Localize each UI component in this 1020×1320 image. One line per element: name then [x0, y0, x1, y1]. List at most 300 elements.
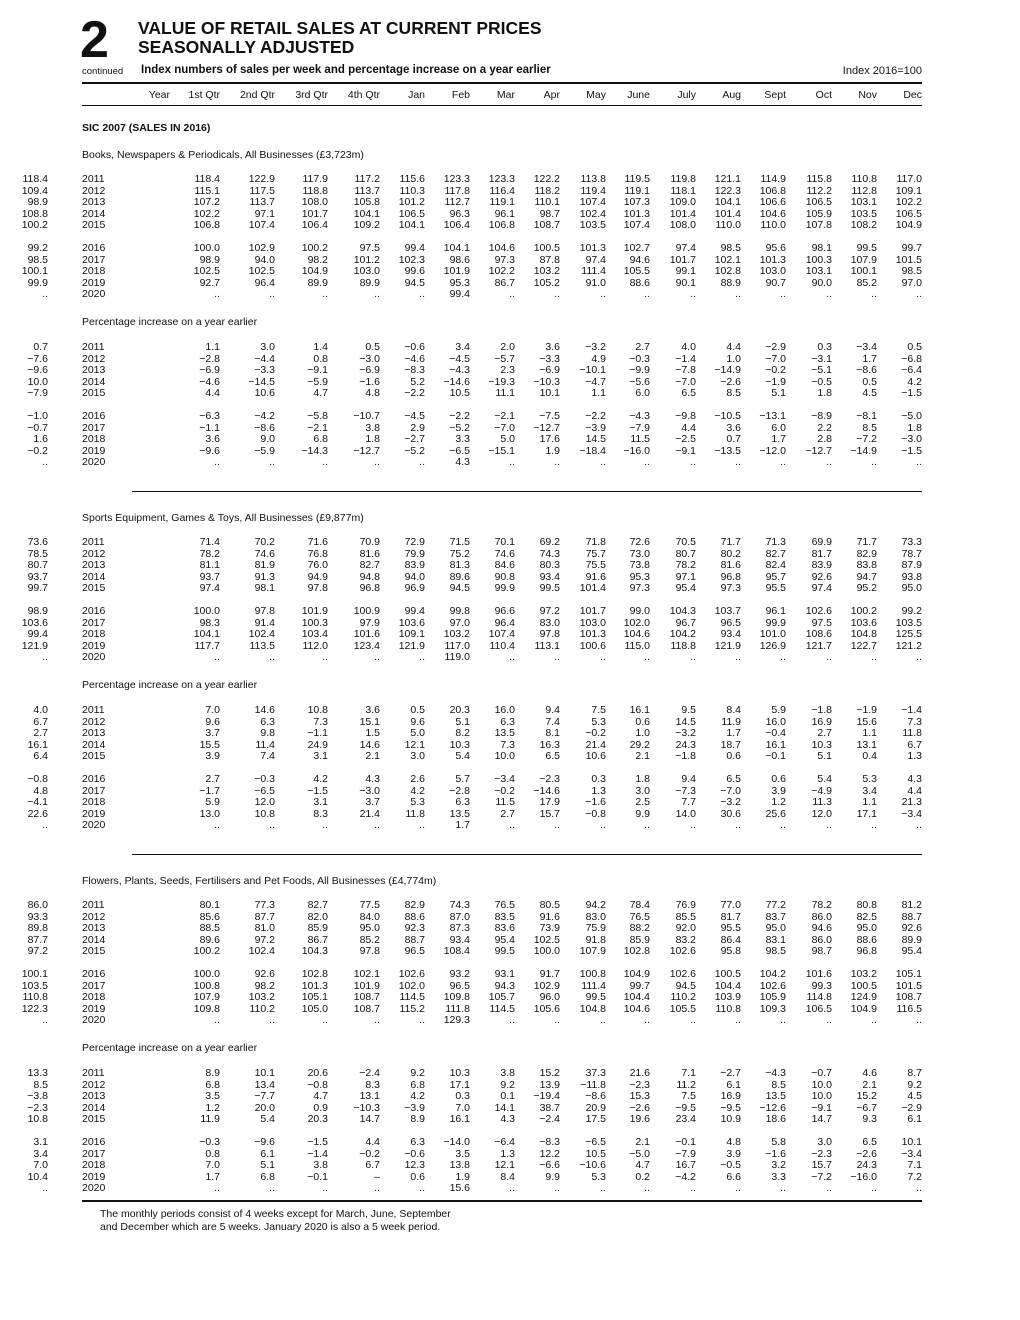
- table-cell: 99.7: [27, 582, 48, 595]
- table-cell: −6.5: [449, 444, 470, 457]
- table-cell: 91.4: [254, 616, 275, 629]
- table-cell: 10.3: [449, 738, 470, 751]
- table-cell: 77.0: [720, 899, 741, 911]
- table-cell: 11.8: [902, 727, 922, 740]
- table-cell: −1.4: [307, 1147, 328, 1160]
- table-cell: 118.2: [534, 184, 560, 197]
- table-cell: 1.5: [365, 727, 380, 740]
- table-cell: 102.5: [533, 933, 560, 946]
- table-cell: ..: [735, 1182, 741, 1195]
- table-cell: 0.2: [635, 1170, 650, 1183]
- table-cell: 4.8: [365, 387, 380, 400]
- table-cell: 1.1: [205, 341, 220, 353]
- table-cell: 4.9: [591, 352, 606, 365]
- table-cell: 95.0: [765, 922, 786, 935]
- table-cell: 10.1: [254, 1067, 275, 1079]
- table-cell: 4.6: [862, 1067, 877, 1079]
- table-cell: −8.6: [585, 1090, 606, 1103]
- table-cell: ..: [374, 651, 380, 664]
- table-cell: −2.1: [494, 410, 515, 422]
- table-cell: 108.2: [850, 219, 877, 232]
- row-year: 2013: [82, 727, 106, 740]
- table-cell: ..: [554, 1014, 560, 1027]
- table-cell: 77.3: [254, 899, 275, 911]
- table-cell: 106.4: [443, 219, 470, 232]
- table-cell: 13.5: [494, 727, 515, 740]
- table-cell: 100.1: [21, 968, 48, 980]
- table-cell: −14.6: [443, 375, 470, 388]
- table-cell: 84.0: [359, 910, 380, 923]
- table-cell: 102.6: [759, 979, 786, 992]
- table-cell: 97.1: [254, 207, 275, 220]
- table-cell: ..: [735, 819, 741, 832]
- table-cell: 108.0: [301, 196, 328, 209]
- table-cell: −10.3: [533, 375, 560, 388]
- table-cell: ..: [42, 288, 48, 301]
- table-cell: 6.6: [726, 1170, 741, 1183]
- table-cell: 103.6: [21, 616, 48, 629]
- footnote-line-2: and December which are 5 weeks. January 2020 is also a 5 week period.: [100, 1221, 441, 1233]
- table-cell: −12.7: [805, 444, 832, 457]
- table-cell: ..: [42, 456, 48, 469]
- table-cell: 14.7: [359, 1113, 380, 1126]
- table-cell: 103.7: [714, 605, 741, 617]
- table-cell: 10.4: [27, 1170, 48, 1183]
- table-cell: 6.8: [313, 433, 328, 446]
- table-row: [0, 376, 1020, 388]
- table-cell: 2.3: [500, 364, 515, 377]
- table-cell: −2.1: [307, 421, 328, 434]
- table-cell: −0.5: [720, 1159, 741, 1172]
- table-cell: 2.6: [410, 773, 425, 785]
- block-title: Flowers, Plants, Seeds, Fertilisers and Pet Foods, All Businesses (£4,774m): [82, 875, 437, 887]
- table-cell: 104.1: [714, 196, 741, 209]
- table-cell: 3.1: [313, 750, 328, 763]
- table-cell: 107.9: [193, 991, 220, 1004]
- table-cell: 95.4: [494, 933, 515, 946]
- table-cell: 115.1: [194, 184, 220, 197]
- table-cell: 97.8: [359, 945, 380, 958]
- table-cell: 2.7: [635, 341, 650, 353]
- table-cell: 117.2: [354, 173, 380, 185]
- table-row: [0, 219, 1020, 231]
- table-cell: 90.8: [494, 570, 515, 583]
- table-cell: 96.5: [404, 945, 425, 958]
- table-cell: −1.9: [765, 375, 786, 388]
- row-year: 2012: [82, 715, 106, 728]
- table-number: 2: [80, 11, 109, 69]
- table-cell: 102.4: [579, 207, 606, 220]
- table-cell: −1.4: [675, 352, 696, 365]
- table-cell: 101.4: [714, 207, 741, 220]
- table-cell: 101.6: [353, 628, 380, 641]
- table-cell: −0.7: [811, 1067, 832, 1079]
- table-cell: 119.4: [580, 184, 606, 197]
- table-row: [0, 387, 1020, 399]
- table-cell: −10.3: [353, 1101, 380, 1114]
- table-cell: 101.3: [579, 242, 606, 254]
- table-cell: ..: [509, 456, 515, 469]
- table-cell: 102.5: [248, 265, 275, 278]
- table-cell: 17.6: [539, 433, 560, 446]
- table-cell: 99.2: [901, 605, 922, 617]
- table-cell: 103.1: [850, 196, 877, 209]
- table-cell: −7.9: [27, 387, 48, 400]
- table-cell: −1.1: [199, 421, 220, 434]
- table-cell: ..: [916, 288, 922, 301]
- table-cell: 15.7: [539, 807, 560, 820]
- table-cell: 3.5: [205, 1090, 220, 1103]
- table-row: [0, 727, 1020, 739]
- table-cell: 97.8: [539, 628, 560, 641]
- table-cell: 24.3: [675, 738, 696, 751]
- table-cell: 6.1: [726, 1078, 741, 1091]
- table-cell: 118.4: [194, 173, 220, 185]
- table-cell: 2.7: [817, 727, 832, 740]
- table-cell: 37.3: [585, 1067, 606, 1079]
- table-cell: −6.9: [539, 364, 560, 377]
- table-cell: 104.1: [398, 219, 425, 232]
- table-cell: 2.7: [33, 727, 48, 740]
- table-cell: ..: [419, 819, 425, 832]
- table-cell: −13.5: [714, 444, 741, 457]
- table-cell: ..: [214, 1014, 220, 1027]
- block-title: Sports Equipment, Games & Toys, All Businesses (£9,877m): [82, 512, 364, 524]
- table-cell: ..: [916, 456, 922, 469]
- table-cell: −2.3: [629, 1078, 650, 1091]
- table-cell: 99.9: [765, 616, 786, 629]
- table-cell: 79.9: [404, 547, 425, 560]
- table-cell: 16.9: [720, 1090, 741, 1103]
- table-cell: −9.8: [675, 410, 696, 422]
- table-cell: −2.2: [449, 410, 470, 422]
- row-year: 2012: [82, 352, 106, 365]
- table-cell: 7.1: [681, 1067, 696, 1079]
- table-cell: 5.9: [771, 704, 786, 716]
- table-cell: ..: [269, 288, 275, 301]
- table-cell: 15.1: [359, 715, 380, 728]
- table-cell: 110.8: [715, 1002, 741, 1015]
- table-cell: 93.7: [199, 570, 220, 583]
- table-cell: 4.4: [681, 421, 696, 434]
- table-cell: 112.0: [302, 639, 328, 652]
- table-cell: 91.7: [539, 968, 560, 980]
- table-cell: 97.1: [675, 570, 696, 583]
- table-cell: ..: [419, 456, 425, 469]
- column-headers: [0, 89, 1020, 103]
- table-cell: 11.5: [495, 796, 515, 809]
- table-cell: −9.6: [199, 444, 220, 457]
- table-cell: 16.1: [449, 1113, 470, 1126]
- table-cell: −14.0: [443, 1136, 470, 1148]
- table-cell: ..: [735, 1014, 741, 1027]
- table-cell: 102.3: [398, 253, 425, 266]
- table-cell: 112.8: [851, 184, 877, 197]
- table-cell: 70.5: [675, 536, 696, 548]
- table-cell: 109.8: [193, 1002, 220, 1015]
- table-cell: 101.2: [398, 196, 425, 209]
- table-cell: 105.9: [805, 207, 832, 220]
- table-cell: 99.1: [675, 265, 696, 278]
- table-cell: 111.8: [445, 1002, 470, 1015]
- table-cell: 100.3: [805, 253, 832, 266]
- table-cell: 78.7: [901, 547, 922, 560]
- table-cell: 100.2: [21, 219, 48, 232]
- table-row: [0, 819, 1020, 831]
- table-cell: 74.6: [254, 547, 275, 560]
- table-cell: 76.0: [307, 559, 328, 572]
- table-cell: 70.9: [359, 536, 380, 548]
- table-cell: 110.8: [22, 991, 48, 1004]
- table-cell: 104.1: [443, 242, 470, 254]
- table-cell: 101.3: [301, 979, 328, 992]
- table-cell: 2.1: [862, 1078, 877, 1091]
- table-cell: 122.3: [21, 1002, 48, 1015]
- table-cell: 93.8: [901, 570, 922, 583]
- table-cell: 94.5: [449, 582, 470, 595]
- table-cell: 87.7: [27, 933, 48, 946]
- table-cell: 99.0: [629, 605, 650, 617]
- table-cell: −2.9: [901, 1101, 922, 1114]
- table-cell: −6.4: [494, 1136, 515, 1148]
- table-cell: 92.6: [811, 570, 832, 583]
- table-cell: 4.4: [205, 387, 220, 400]
- table-cell: 104.8: [850, 628, 877, 641]
- title-line-1: VALUE OF RETAIL SALES AT CURRENT PRICES: [138, 18, 542, 38]
- table-cell: ..: [322, 456, 328, 469]
- table-cell: 3.2: [771, 1159, 786, 1172]
- table-cell: 4.0: [681, 341, 696, 353]
- table-cell: 108.7: [533, 219, 560, 232]
- table-cell: 4.3: [500, 1113, 515, 1126]
- table-row: [0, 364, 1020, 376]
- table-cell: −1.6: [585, 796, 606, 809]
- table-cell: 10.9: [720, 1113, 741, 1126]
- table-cell: 77.2: [765, 899, 786, 911]
- table-cell: 11.8: [405, 807, 425, 820]
- table-cell: 13.4: [254, 1078, 275, 1091]
- table-cell: −3.0: [359, 784, 380, 797]
- table-cell: 107.4: [248, 219, 275, 232]
- table-cell: 13.5: [765, 1090, 786, 1103]
- table-cell: −16.0: [623, 444, 650, 457]
- footnote-line-1: The monthly periods consist of 4 weeks except for March, June, September: [100, 1208, 451, 1220]
- table-cell: −8.1: [856, 410, 877, 422]
- table-row: [0, 173, 1020, 185]
- table-cell: −1.9: [856, 704, 877, 716]
- table-cell: 1.3: [500, 1147, 515, 1160]
- table-cell: 95.4: [675, 582, 696, 595]
- table-cell: 3.6: [205, 433, 220, 446]
- table-cell: 0.7: [726, 433, 741, 446]
- table-cell: 101.9: [353, 979, 380, 992]
- table-cell: 102.6: [805, 605, 832, 617]
- table-cell: 98.5: [720, 242, 741, 254]
- column-header: 1st Qtr: [188, 89, 220, 101]
- table-cell: 95.5: [720, 922, 741, 935]
- table-cell: –: [374, 1170, 380, 1183]
- table-cell: ..: [322, 819, 328, 832]
- table-cell: 110.0: [760, 219, 786, 232]
- table-cell: ..: [644, 1014, 650, 1027]
- table-cell: 117.8: [444, 184, 470, 197]
- table-cell: ..: [644, 1182, 650, 1195]
- table-cell: 0.8: [313, 352, 328, 365]
- table-cell: 23.4: [675, 1113, 696, 1126]
- table-cell: 5.3: [410, 796, 425, 809]
- row-year: 2019: [82, 1170, 106, 1183]
- table-cell: 3.9: [771, 784, 786, 797]
- row-year: 2020: [82, 651, 106, 664]
- table-cell: 13.3: [27, 1067, 48, 1079]
- table-cell: ..: [374, 1014, 380, 1027]
- table-cell: 101.5: [895, 253, 922, 266]
- table-cell: ..: [509, 819, 515, 832]
- table-cell: 1.2: [771, 796, 786, 809]
- index-note: Index 2016=100: [842, 65, 922, 77]
- pct-heading: Percentage increase on a year earlier: [82, 1042, 258, 1054]
- table-cell: 83.0: [585, 910, 606, 923]
- table-cell: 83.0: [539, 616, 560, 629]
- table-cell: ..: [600, 1182, 606, 1195]
- table-cell: 103.5: [850, 207, 877, 220]
- table-cell: −1.6: [765, 1147, 786, 1160]
- table-cell: −0.5: [811, 375, 832, 388]
- table-cell: 104.6: [623, 1002, 650, 1015]
- table-cell: −5.0: [629, 1147, 650, 1160]
- table-cell: 5.4: [455, 750, 470, 763]
- table-cell: 94.0: [254, 253, 275, 266]
- table-cell: 89.6: [199, 933, 220, 946]
- table-cell: 111.4: [581, 265, 606, 278]
- table-cell: 97.4: [585, 253, 606, 266]
- table-cell: 11.9: [200, 1113, 220, 1126]
- table-cell: ..: [916, 1182, 922, 1195]
- table-cell: 102.4: [248, 945, 275, 958]
- table-cell: 94.6: [629, 253, 650, 266]
- table-cell: −5.0: [901, 410, 922, 422]
- table-row: [0, 785, 1020, 797]
- table-cell: 17.1: [856, 807, 877, 820]
- table-cell: 21.4: [359, 807, 380, 820]
- table-cell: 21.3: [901, 796, 922, 809]
- row-year: 2016: [82, 242, 106, 254]
- table-cell: −2.7: [720, 1067, 741, 1079]
- table-cell: ..: [780, 1182, 786, 1195]
- table-row: [0, 242, 1020, 254]
- table-cell: 14.0: [675, 807, 696, 820]
- table-cell: 9.4: [681, 773, 696, 785]
- table-cell: 101.0: [759, 628, 786, 641]
- table-cell: −4.1: [27, 796, 48, 809]
- table-cell: 107.4: [623, 219, 650, 232]
- table-cell: 75.9: [585, 922, 606, 935]
- row-year: 2012: [82, 184, 106, 197]
- table-cell: ..: [826, 1014, 832, 1027]
- table-row: [0, 808, 1020, 820]
- table-cell: 113.7: [354, 184, 380, 197]
- table-cell: 6.3: [410, 1136, 425, 1148]
- table-cell: ..: [269, 651, 275, 664]
- table-cell: 9.2: [500, 1078, 515, 1091]
- table-cell: 1.2: [205, 1101, 220, 1114]
- table-cell: 7.1: [907, 1159, 922, 1172]
- table-cell: 3.1: [313, 796, 328, 809]
- table-cell: −3.9: [404, 1101, 425, 1114]
- table-cell: 7.0: [205, 1159, 220, 1172]
- table-cell: 10.8: [254, 807, 275, 820]
- table-cell: ..: [644, 819, 650, 832]
- table-cell: 1.6: [33, 433, 48, 446]
- table-cell: 100.1: [21, 265, 48, 278]
- table-cell: 15.3: [629, 1090, 650, 1103]
- table-cell: ..: [600, 456, 606, 469]
- table-cell: −6.8: [901, 352, 922, 365]
- table-cell: 16.1: [27, 738, 48, 751]
- table-cell: 81.1: [199, 559, 220, 572]
- table-cell: 110.0: [715, 219, 741, 232]
- table-cell: 123.3: [488, 173, 515, 185]
- row-year: 2015: [82, 1113, 106, 1126]
- table-cell: 94.5: [404, 276, 425, 289]
- table-cell: −1.5: [307, 784, 328, 797]
- table-cell: −1.4: [901, 704, 922, 716]
- table-row: [0, 945, 1020, 957]
- table-cell: 9.2: [907, 1078, 922, 1091]
- table-cell: 81.6: [720, 559, 741, 572]
- table-cell: 117.5: [249, 184, 275, 197]
- table-cell: 75.2: [449, 547, 470, 560]
- table-cell: 20.3: [307, 1113, 328, 1126]
- row-year: 2018: [82, 1159, 106, 1172]
- table-cell: 97.8: [254, 605, 275, 617]
- table-cell: 1.0: [726, 352, 741, 365]
- table-cell: 14.5: [585, 433, 606, 446]
- continued-label: continued: [82, 66, 124, 77]
- table-cell: −9.9: [629, 364, 650, 377]
- table-cell: 97.5: [811, 616, 832, 629]
- table-cell: 109.3: [759, 1002, 786, 1015]
- table-cell: −0.3: [199, 1136, 220, 1148]
- table-cell: −5.6: [629, 375, 650, 388]
- table-cell: 106.5: [805, 196, 832, 209]
- table-cell: 95.2: [856, 582, 877, 595]
- table-cell: 94.6: [811, 922, 832, 935]
- table-cell: 113.8: [580, 173, 606, 185]
- table-cell: 12.3: [404, 1159, 425, 1172]
- table-cell: 7.7: [681, 796, 696, 809]
- table-cell: ..: [871, 456, 877, 469]
- table-cell: −4.7: [585, 375, 606, 388]
- table-cell: 24.9: [307, 738, 328, 751]
- table-cell: 5.4: [260, 1113, 275, 1126]
- table-cell: 98.3: [199, 616, 220, 629]
- table-cell: 6.5: [726, 773, 741, 785]
- table-cell: 82.9: [856, 547, 877, 560]
- table-cell: 122.9: [248, 173, 275, 185]
- table-cell: 6.5: [545, 750, 560, 763]
- table-cell: −2.3: [539, 773, 560, 785]
- table-cell: −2.3: [811, 1147, 832, 1160]
- table-row: [0, 1113, 1020, 1125]
- table-cell: ..: [374, 456, 380, 469]
- table-cell: 96.4: [494, 616, 515, 629]
- table-cell: 70.1: [494, 536, 515, 548]
- table-cell: 115.0: [624, 639, 650, 652]
- table-row: [0, 1090, 1020, 1102]
- row-year: 2018: [82, 433, 106, 446]
- table-cell: ..: [826, 288, 832, 301]
